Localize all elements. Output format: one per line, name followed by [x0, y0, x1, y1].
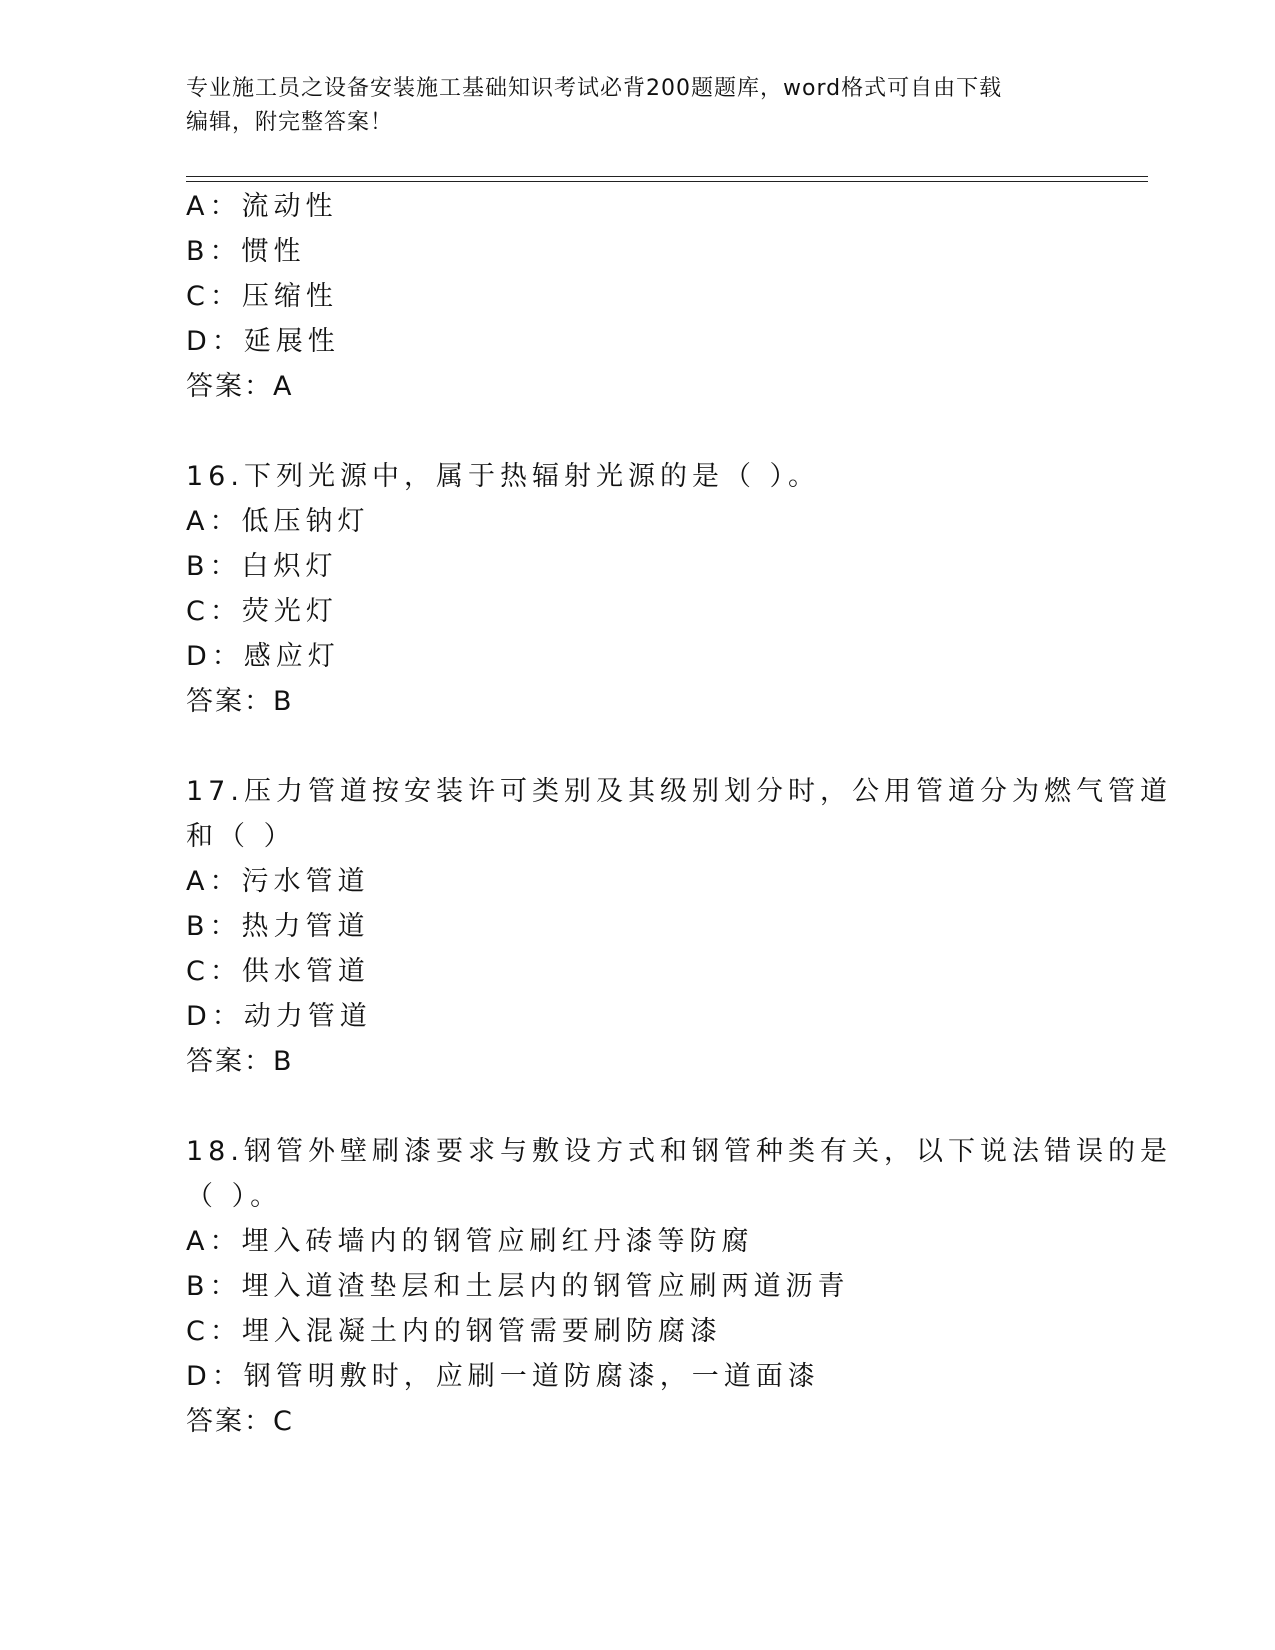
- prev-option-c: C：压缩性: [186, 281, 338, 312]
- q17-option-a: A：污水管道: [186, 866, 370, 897]
- q18-stem-line2: （ ）。: [186, 1181, 283, 1212]
- prev-option-b: B：惯性: [186, 236, 306, 267]
- q16-option-b: B：白炽灯: [186, 551, 338, 582]
- q18-stem-line1: 18.钢管外壁刷漆要求与敷设方式和钢管种类有关，以下说法错误的是: [186, 1136, 1172, 1167]
- prev-option-d: D：延展性: [186, 326, 340, 357]
- q17-stem-line2: 和（ ）: [186, 821, 296, 852]
- q18-option-b: B：埋入道渣垫层和土层内的钢管应刷两道沥青: [186, 1271, 850, 1302]
- document-header: [186, 72, 1086, 140]
- q17-option-b: B：热力管道: [186, 911, 370, 942]
- header-title-line2: 编辑，附完整答案！: [186, 110, 394, 135]
- prev-answer: 答案：A: [186, 371, 294, 402]
- q17-option-d: D：动力管道: [186, 1001, 372, 1032]
- q17-answer: 答案：B: [186, 1046, 294, 1077]
- header-divider-top: [186, 176, 1148, 177]
- q18-option-c: C：埋入混凝土内的钢管需要刷防腐漆: [186, 1316, 722, 1347]
- q18-option-a: A：埋入砖墙内的钢管应刷红丹漆等防腐: [186, 1226, 754, 1257]
- q17-stem-line1: 17.压力管道按安装许可类别及其级别划分时，公用管道分为燃气管道: [186, 776, 1172, 807]
- q16-option-c: C：荧光灯: [186, 596, 338, 627]
- q16-answer: 答案：B: [186, 686, 294, 717]
- q16-stem: 16.下列光源中，属于热辐射光源的是（ ）。: [186, 461, 821, 492]
- q16-option-a: A：低压钠灯: [186, 506, 370, 537]
- header-divider-bottom: [186, 181, 1148, 182]
- q18-answer: 答案：C: [186, 1406, 294, 1437]
- header-title-line1: 专业施工员之设备安装施工基础知识考试必背200题题库，word格式可自由下载: [186, 76, 1003, 101]
- q18-option-d: D：钢管明敷时，应刷一道防腐漆，一道面漆: [186, 1361, 820, 1392]
- q17-option-c: C：供水管道: [186, 956, 370, 987]
- prev-option-a: A：流动性: [186, 191, 338, 222]
- q16-option-d: D：感应灯: [186, 641, 340, 672]
